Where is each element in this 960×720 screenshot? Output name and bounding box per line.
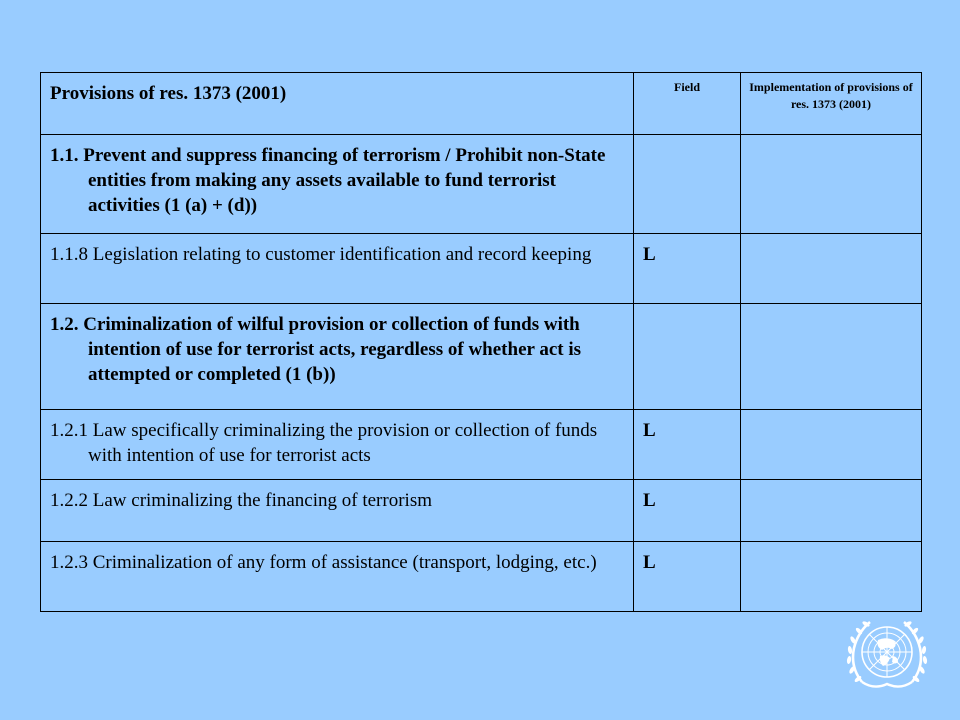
field-cell	[634, 234, 741, 304]
field-cell	[634, 410, 741, 480]
field-cell	[634, 542, 741, 612]
provision-cell	[41, 480, 634, 542]
field-value: L	[643, 490, 656, 511]
provision-cell	[41, 410, 634, 480]
header-field: Field	[674, 80, 700, 94]
un-emblem-icon	[840, 612, 934, 698]
implementation-cell	[741, 542, 922, 612]
provision-text: 1.1.8 Legislation relating to customer identification and record keeping	[50, 244, 592, 265]
field-cell	[634, 480, 741, 542]
provision-text: 1.2. Criminalization of wilful provision or collection of funds with intention of use for terrorist acts, regardless of whether act is attempted or completed (1 (b))	[50, 314, 582, 385]
table-row	[41, 542, 922, 612]
implementation-value	[741, 542, 921, 550]
implementation-cell	[741, 234, 922, 304]
provision-cell	[41, 135, 634, 234]
implementation-value	[741, 234, 921, 242]
table-row	[41, 304, 922, 410]
field-value: L	[643, 420, 656, 441]
field-cell	[634, 304, 741, 410]
field-value	[634, 135, 740, 143]
provision-text: 1.1. Prevent and suppress financing of terrorism / Prohibit non-State entities from making any assets available to fund terrorist activities (1 (a) + (d))	[50, 145, 606, 216]
implementation-cell	[741, 480, 922, 542]
header-implementation-cell	[741, 73, 922, 135]
provision-cell	[41, 304, 634, 410]
implementation-cell	[741, 304, 922, 410]
table-row	[41, 135, 922, 234]
provisions-table	[40, 72, 922, 612]
field-value: L	[643, 244, 656, 265]
header-field-cell	[634, 73, 741, 135]
field-cell	[634, 135, 741, 234]
field-value	[634, 304, 740, 312]
header-implementation: Implementation of provisions of res. 1373 (2001)	[749, 80, 913, 111]
implementation-value	[741, 480, 921, 488]
header-provisions: Provisions of res. 1373 (2001)	[50, 83, 287, 104]
provision-text: 1.2.3 Criminalization of any form of assistance (transport, lodging, etc.)	[50, 552, 597, 573]
implementation-cell	[741, 135, 922, 234]
implementation-value	[741, 410, 921, 418]
implementation-cell	[741, 410, 922, 480]
field-value: L	[643, 552, 656, 573]
provision-text: 1.2.1 Law specifically criminalizing the provision or collection of funds with intention of use for terrorist acts	[50, 420, 598, 466]
table-header-row	[41, 73, 922, 135]
provision-cell	[41, 542, 634, 612]
provision-text: 1.2.2 Law criminalizing the financing of terrorism	[50, 490, 432, 511]
header-provisions-cell	[41, 73, 634, 135]
table-row	[41, 234, 922, 304]
table-row	[41, 410, 922, 480]
implementation-value	[741, 135, 921, 143]
provision-cell	[41, 234, 634, 304]
implementation-value	[741, 304, 921, 312]
table-row	[41, 480, 922, 542]
